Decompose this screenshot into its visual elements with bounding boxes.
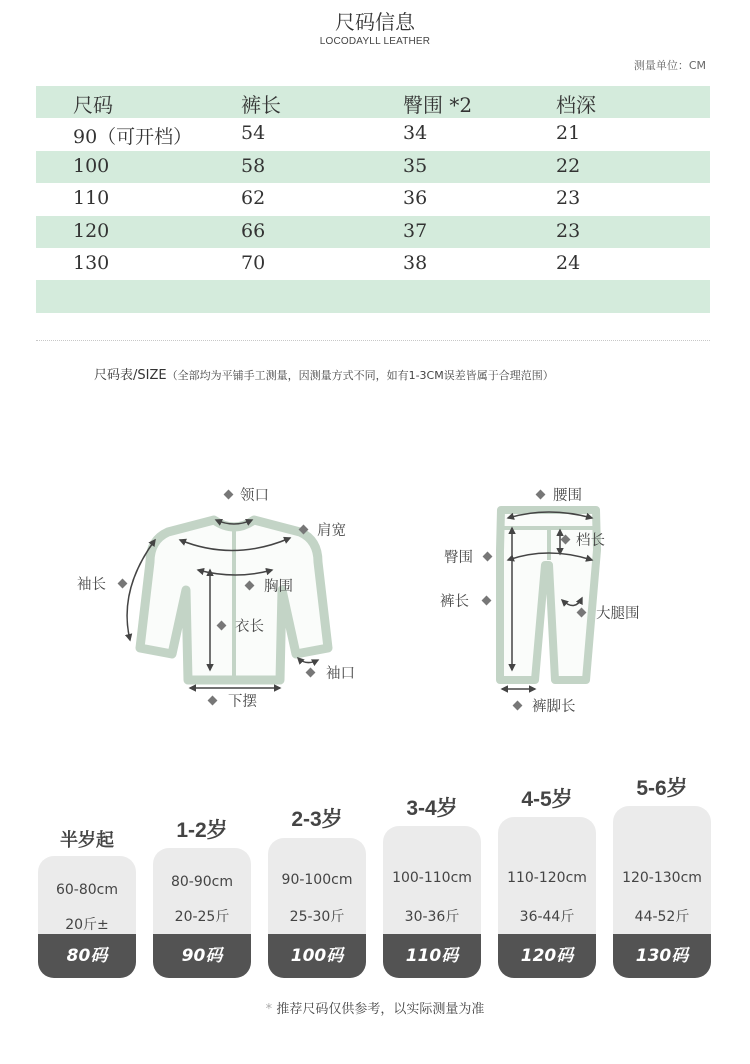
height-range: 100-110cm — [392, 870, 472, 886]
hip-label: 臀围 — [444, 550, 473, 566]
measurement-diagram — [0, 470, 750, 730]
diamond-icon — [208, 696, 218, 706]
table-cell: 130 — [73, 251, 110, 274]
size-badge: 110码 — [383, 934, 481, 978]
top-outline — [140, 520, 328, 680]
diamond-icon — [482, 596, 492, 606]
height-range: 60-80cm — [55, 882, 118, 898]
table-cell: 37 — [403, 219, 428, 242]
cuff-arrow — [298, 658, 318, 663]
diamond-icon — [118, 579, 128, 589]
height-range: 90-100cm — [281, 872, 353, 888]
leg-opening-label: 裤脚长 — [532, 699, 576, 715]
weight-range: 44-52斤 — [634, 909, 690, 925]
pant-length-label: 裤长 — [440, 594, 469, 610]
size-badge: 130码 — [613, 934, 711, 978]
size-note-detail: （全部均为平铺手工测量，因测量方式不同，如有1-3CM误差皆属于合理范围） — [166, 369, 554, 382]
table-row — [36, 118, 710, 150]
table-row — [36, 151, 710, 183]
weight-range: 36-44斤 — [519, 909, 575, 925]
size-card — [613, 806, 711, 978]
table-empty-row — [36, 280, 710, 312]
weight-range: 20斤± — [65, 917, 109, 933]
table-row — [36, 248, 710, 280]
footer-tip-text: 推荐尺码仅供参考，以实际测量为准 — [276, 1002, 485, 1017]
column-header: 裤长 — [241, 93, 281, 117]
table-cell: 58 — [241, 154, 266, 177]
size-card — [268, 838, 366, 978]
diamond-icon — [513, 701, 523, 711]
rise-label: 档长 — [576, 533, 605, 549]
collar-label: 领口 — [240, 488, 269, 504]
weight-range: 30-36斤 — [404, 909, 460, 925]
thigh-label: 大腿围 — [596, 606, 640, 622]
table-cell: 24 — [556, 251, 581, 274]
size-card — [38, 856, 136, 978]
table-cell: 70 — [241, 251, 266, 274]
table-row — [36, 183, 710, 215]
table-cell: 120 — [73, 219, 110, 242]
size-badge: 90码 — [153, 934, 251, 978]
size-badge: 100码 — [268, 934, 366, 978]
height-range: 120-130cm — [622, 870, 702, 886]
column-header: 档深 — [556, 93, 596, 117]
table-cell: 38 — [403, 251, 428, 274]
divider — [36, 340, 710, 341]
size-card — [383, 826, 481, 978]
table-cell: 100 — [73, 154, 110, 177]
size-card — [498, 817, 596, 978]
brand-name: LOCODAYLL LEATHER — [319, 36, 431, 47]
diamond-icon — [306, 668, 316, 678]
diamond-icon — [483, 552, 493, 562]
table-cell: 62 — [241, 187, 266, 210]
length-label: 衣长 — [235, 619, 264, 635]
age-label: 2-3岁 — [291, 808, 343, 831]
table-cell: 110 — [73, 187, 110, 210]
size-note-title: 尺码表/SIZE — [94, 368, 167, 383]
table-cell: 22 — [556, 154, 581, 177]
height-range: 80-90cm — [170, 874, 233, 890]
age-label: 4-5岁 — [521, 788, 573, 811]
chest-label: 胸围 — [264, 579, 293, 595]
table-cell: 90（可开档） — [73, 126, 193, 149]
age-label: 3-4岁 — [406, 797, 458, 820]
age-label: 5-6岁 — [636, 777, 688, 800]
weight-range: 25-30斤 — [289, 909, 345, 925]
diamond-icon — [224, 490, 234, 500]
footer-tip — [0, 998, 750, 1017]
table-cell: 23 — [556, 187, 581, 210]
size-badge: 80码 — [38, 934, 136, 978]
star-icon: * — [265, 1002, 273, 1017]
height-range: 110-120cm — [507, 870, 587, 886]
hem-label: 下摆 — [228, 694, 257, 710]
table-cell: 36 — [403, 187, 428, 210]
age-label: 半岁起 — [60, 830, 114, 850]
diamond-icon — [536, 490, 546, 500]
cuff-label: 袖口 — [326, 666, 355, 682]
page-title: 尺码信息 — [335, 10, 415, 34]
size-badge: 120码 — [498, 934, 596, 978]
size-table — [36, 86, 710, 313]
table-header — [36, 86, 710, 118]
table-cell: 34 — [403, 122, 428, 145]
measure-unit: 测量单位：CM — [633, 59, 706, 72]
table-cell: 35 — [403, 154, 428, 177]
table-cell: 66 — [241, 219, 266, 242]
shoulder-label: 肩宽 — [317, 523, 346, 539]
column-header: 尺码 — [73, 93, 113, 117]
sleeve-label: 袖长 — [77, 577, 106, 593]
age-label: 1-2岁 — [176, 819, 228, 842]
waist-label: 腰围 — [553, 488, 582, 504]
table-row — [36, 216, 710, 248]
size-note — [94, 364, 554, 383]
size-card — [153, 848, 251, 978]
column-header: 臀围 *2 — [403, 93, 473, 117]
table-cell: 54 — [241, 122, 266, 145]
table-cell: 23 — [556, 219, 581, 242]
weight-range: 20-25斤 — [174, 909, 230, 925]
table-cell: 21 — [556, 122, 581, 145]
